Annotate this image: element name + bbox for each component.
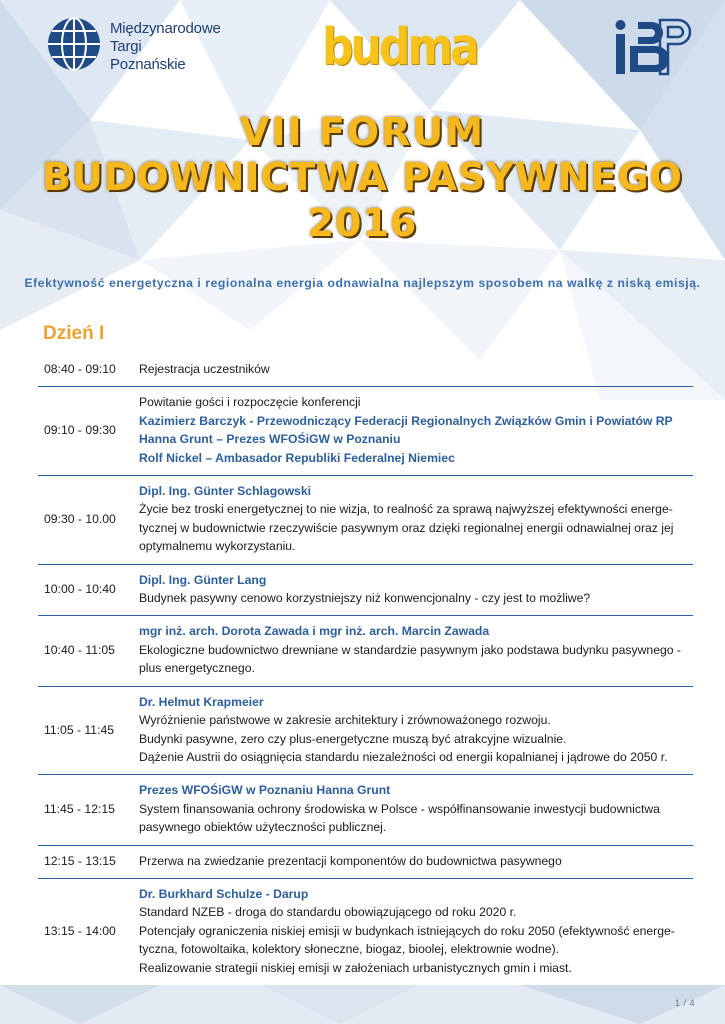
speaker-line: Dipl. Ing. Günter Schlagowski (139, 484, 311, 499)
page-number: 1 / 4 (674, 998, 695, 1008)
description-line: Powitanie gości i rozpoczęcie konferencji (139, 395, 361, 410)
session-content (139, 852, 693, 870)
speaker-line: Prezes WFOŚiGW w Poznaniu Hanna Grunt (139, 783, 391, 798)
session-time: 10:40 - 11:05 (44, 643, 115, 658)
session-content (139, 885, 693, 977)
session-time: 11:05 - 11:45 (44, 722, 115, 737)
organizer-line: Poznańskie (110, 56, 186, 73)
table-row (38, 775, 693, 845)
session-content (139, 482, 693, 556)
session-content (139, 693, 693, 767)
organizer-name (110, 20, 250, 74)
session-time: 10:00 - 10:40 (44, 582, 116, 597)
description-line: Budynek pasywny cenowo korzystniejszy niż konwencjonalny - czy jest to możliwe? (139, 591, 591, 606)
session-content (139, 360, 693, 378)
description-line: pasywnego obiektów użyteczności publicznej. (139, 820, 387, 835)
title-line-2: BUDOWNICTWA PASYWNEGO 2016 (41, 155, 683, 245)
description-line: Dążenie Austrii do osiągnięcia standardu niezależności od energii kopalnianej i jądrowe do 2050 r. (139, 749, 668, 764)
description-line: Standard NZEB - droga do standardu obowiązującego od roku 2020 r. (139, 905, 517, 920)
speaker-line: Kazimierz Barczyk - Przewodniczący Federacji Regionalnych Związków Gmin i Powiatów RP (139, 413, 673, 428)
session-time: 13:15 - 14:00 (44, 923, 116, 938)
table-row (38, 476, 693, 565)
session-content (139, 781, 693, 836)
description-line: Potencjały ograniczenia niskiej emisji w budynkach istniejących do roku 2050 (efektywność energe- (139, 923, 675, 938)
session-content (139, 571, 693, 608)
description-line: tyczna, fotowoltaika, kolektory słoneczne, biogaz, bioolej, elektrownie wodne). (139, 942, 560, 957)
description-line: System finansowania ochrony środowiska w Polsce - współfinansowanie inwestycji budownictwa (139, 801, 660, 816)
budma-logo: budma (322, 18, 477, 77)
description-line: Ekologiczne budownictwo drewniane w standardzie pasywnym jako podstawa budynku pasywnego - (139, 642, 681, 657)
organizer-line: Międzynarodowe (110, 20, 221, 37)
schedule-table (38, 354, 693, 985)
speaker-line: mgr inż. arch. Dorota Zawada i mgr inż. arch. Marcin Zawada (139, 624, 490, 639)
session-content (139, 622, 693, 677)
description-line: Realizowanie strategii niskiej emisji w założeniach urbanistycznych gmin i miast. (139, 960, 572, 975)
title-line-1: VII FORUM (239, 110, 486, 154)
table-row (38, 354, 693, 387)
session-time: 12:15 - 13:15 (44, 853, 116, 868)
footer-band (0, 985, 725, 1024)
speaker-line: Hanna Grunt – Prezes WFOŚiGW w Poznaniu (139, 432, 401, 447)
table-row (38, 879, 693, 985)
table-row (38, 565, 693, 617)
speaker-line: Rolf Nickel – Ambasador Republiki Federalnej Niemiec (139, 450, 455, 465)
speaker-line: Dipl. Ing. Günter Lang (139, 572, 267, 587)
ibp-logo (610, 16, 696, 78)
description-line: Wyróżnienie państwowe w zakresie architektury i zrównoważonego rozwoju. (139, 713, 551, 728)
subtitle: Efektywność energetyczna i regionalna energia odnawialna najlepszym sposobem na walkę z niską emisją. (24, 276, 701, 290)
globe-icon (46, 16, 102, 72)
session-time: 08:40 - 09:10 (44, 362, 116, 377)
day-heading: Dzień I (43, 323, 105, 344)
description-line: tycznej w budownictwie rzeczywiście pasywnym oraz dzięki regionalnej energii odnawialnej oraz jej (139, 520, 674, 535)
speaker-line: Dr. Helmut Krapmeier (139, 694, 264, 709)
description-line: plus energetycznego. (139, 661, 255, 676)
description-line: Budynki pasywne, zero czy plus-energetyczne muszą być atrakcyjne wizualnie. (139, 731, 567, 746)
session-time: 11:45 - 12:15 (44, 801, 115, 816)
description-line: optymalnemu wykorzystaniu. (139, 539, 296, 554)
session-time: 09:30 - 10.00 (44, 511, 116, 526)
mtp-logo (46, 16, 246, 78)
session-time: 09:10 - 09:30 (44, 423, 116, 438)
description-line: Rejestracja uczestników (139, 362, 270, 376)
session-content (139, 393, 693, 467)
table-row (38, 687, 693, 776)
forum-title (0, 110, 725, 246)
table-row (38, 846, 693, 879)
description-line: Życie bez troski energetycznej to nie wizja, to realność za sprawą najwyższej efektywności energe- (139, 502, 673, 517)
table-row (38, 387, 693, 476)
speaker-line: Dr. Burkhard Schulze - Darup (139, 886, 309, 901)
organizer-line: Targi (110, 38, 142, 55)
table-row (38, 616, 693, 686)
description-line: Przerwa na zwiedzanie prezentacji komponentów do budownictwa pasywnego (139, 853, 562, 868)
header (0, 0, 725, 95)
